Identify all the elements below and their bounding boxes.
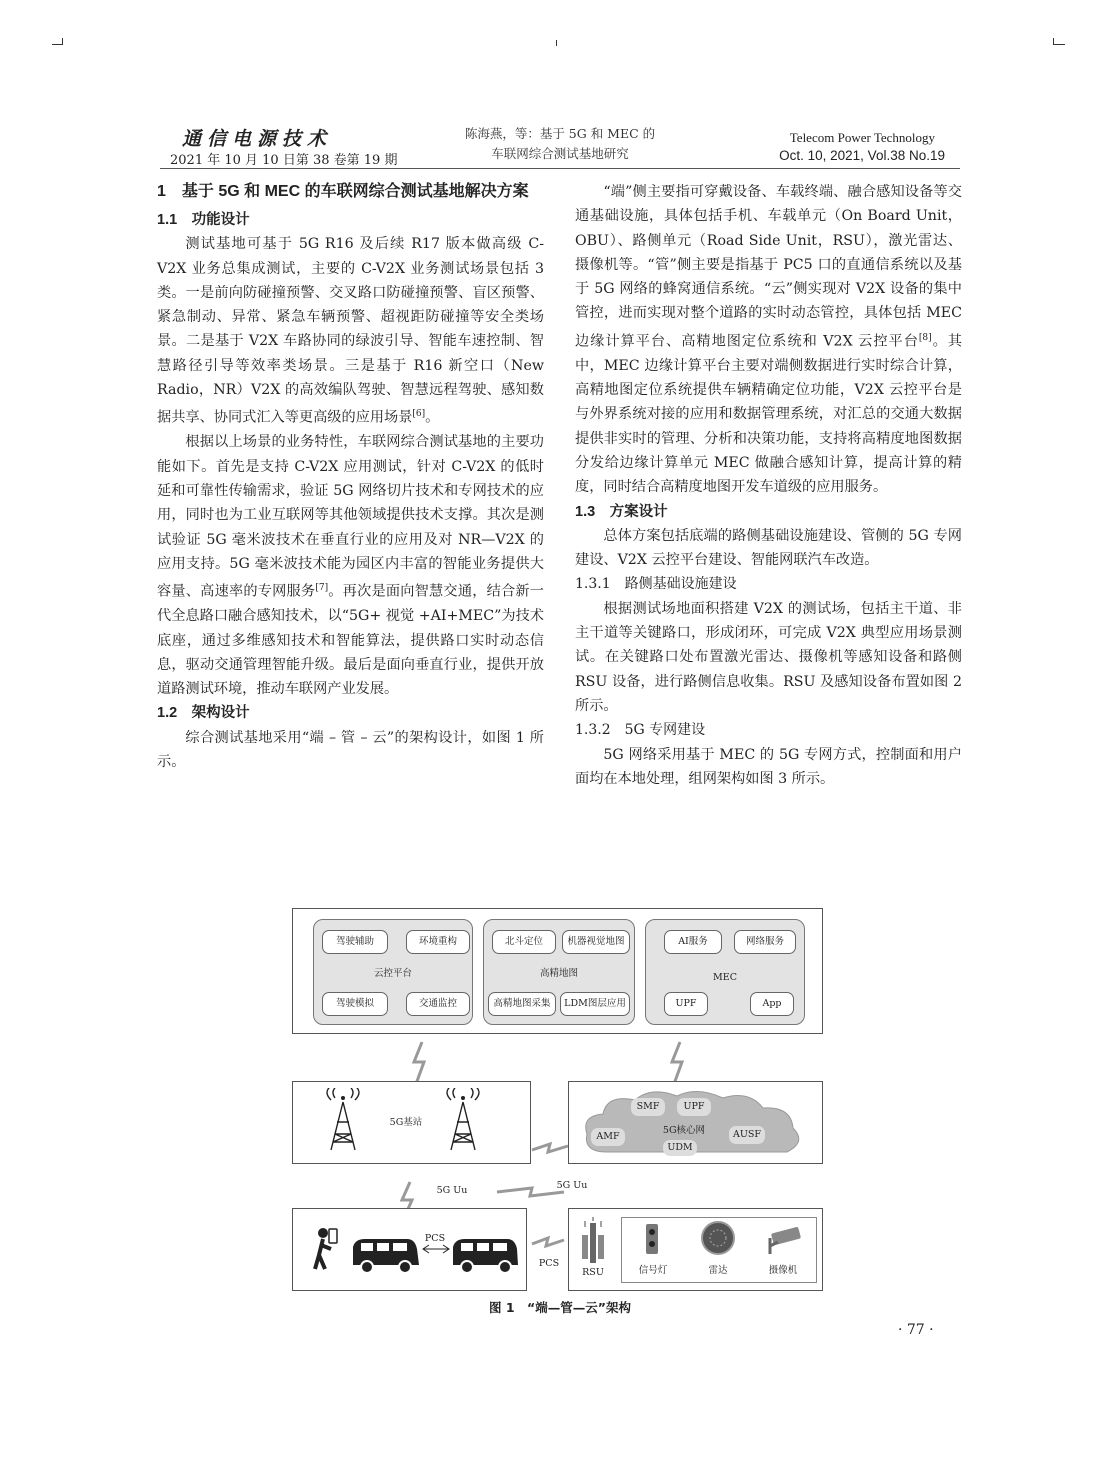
running-title-line1: 陈海燕，等：基于 5G 和 MEC 的 (464, 126, 656, 141)
traffic-light-icon (642, 1222, 662, 1258)
paragraph-text: 。 (425, 410, 440, 427)
page-number: · 77 · (898, 1322, 934, 1338)
uu-label: 5G Uu (556, 1180, 588, 1191)
paragraph: 总体方案包括底端的路侧基础设施建设、管侧的 5G 专网建设、V2X 云控平台建设、智能网联汽车改造。 (575, 527, 962, 569)
paragraph (157, 232, 544, 430)
running-title (420, 124, 700, 164)
mec-label: MEC (713, 972, 737, 983)
core-network-panel (568, 1081, 823, 1164)
upf-core-chip: UPF (677, 1098, 711, 1116)
ausf-chip: AUSF (729, 1126, 765, 1144)
lightning-icon (532, 1144, 568, 1152)
core-network-label: 5G核心网 (662, 1125, 706, 1136)
section-heading-1-3: 1.3 方案设计 (575, 503, 668, 520)
journal-title-en: Telecom Power Technology (789, 130, 935, 145)
app-chip: App (750, 992, 794, 1016)
citation[interactable]: [6] (412, 409, 426, 420)
rsu-label: RSU (582, 1267, 604, 1278)
traffic-monitor-chip: 交通监控 (406, 992, 470, 1016)
terminal-panel (292, 1208, 527, 1291)
paragraph-text: 测试基地可基于 5G R16 及后续 R17 版本做高级 C-V2X 业务总集成测试，主要的 C-V2X 业务测试场景包括 3 类。一是前向防碰撞预警、交叉路口防碰撞预警、盲区预警、紧急制动、异常、紧急车辆预警、超视距防碰撞等安全类场景。二是基于 V2X 车路协同的绿波引导、智能车速控制、智慧路径引导等效率类场景。三是基于 R16 新空口（New Radio，NR）V2X 的高效编队驾驶、智慧远程驾驶、感知数据共享、协同式汇入等更高级的应用场景 (157, 236, 544, 427)
pcs-label: PCS (424, 1233, 446, 1244)
hd-map-collect-chip: 高精地图采集 (488, 992, 556, 1016)
udm-chip: UDM (663, 1140, 697, 1156)
citation[interactable]: [8] (918, 332, 932, 343)
lightning-icon (414, 1042, 424, 1084)
issue-date-cn: 2021 年 10 月 10 日第 38 卷第 19 期 (170, 153, 398, 168)
sensor-box (621, 1217, 817, 1283)
mec-group (645, 919, 805, 1025)
lightning-icon (532, 1238, 564, 1246)
vehicles-icon (303, 1219, 518, 1279)
amf-chip: AMF (591, 1128, 625, 1146)
paragraph (575, 180, 962, 500)
right-column (575, 180, 962, 791)
camera-icon (764, 1226, 804, 1256)
base-station-label: 5G基站 (389, 1117, 423, 1128)
paragraph-text: 。其中，MEC 边缘计算平台主要对端侧数据进行实时综合计算，高精地图定位系统提供车辆精确定位功能，V2X 云控平台是与外界系统对接的应用和数据管理系统，对汇总的交通大数据提供非实时的管理、分析和决策功能，支持将高精度地图数据分发给边缘计算单元 MEC 做融合感知计算，提高计算的精度，同时结合高精度地图开发车道级的应用服务。 (575, 333, 962, 496)
crop-mark (1053, 44, 1065, 45)
paragraph: 5G 网络采用基于 MEC 的 5G 专网方式，控制面和用户面均在本地处理，组网架构如图 3 所示。 (575, 746, 962, 787)
section-heading-1-3-2: 1.3.2 5G 专网建设 (575, 722, 706, 739)
crop-mark (1053, 38, 1054, 45)
camera-label: 摄像机 (768, 1265, 798, 1276)
crop-mark (52, 44, 62, 45)
vision-map-chip: 机器视觉地图 (562, 930, 630, 954)
pcs-label: PCS (538, 1258, 560, 1269)
roadside-panel (568, 1208, 823, 1291)
header-rule (160, 168, 960, 169)
section-heading-1-3-1: 1.3.1 路侧基础设施建设 (575, 576, 737, 593)
figure-caption: 图 1 “端—管—云”架构 (489, 1300, 631, 1315)
ai-service-chip: AI服务 (664, 930, 722, 954)
rsu-icon (579, 1217, 609, 1267)
base-station-panel (292, 1081, 531, 1164)
beidou-chip: 北斗定位 (492, 930, 556, 954)
paragraph (157, 430, 544, 701)
radar-label: 雷达 (708, 1265, 728, 1276)
hd-map-label: 高精地图 (539, 968, 578, 979)
paragraph-text: 根据以上场景的业务特性，车联网综合测试基地的主要功能如下。首先是支持 C-V2X 应用测试，针对 C-V2X 的低时延和可靠性传输需求，验证 5G 网络切片技术和专网技术的应用，同时也为工业互联网等其他领域提供技术支撑。其次是测试验证 5G 毫米波技术在垂直行业的应用及对 NR—V2X 的应用支持。5G 毫米波技术能为园区内丰富的智能业务提供大容量、高速率的专网服务 (157, 434, 544, 600)
section-heading-1-2: 1.2 架构设计 (157, 705, 250, 722)
upf-chip: UPF (664, 992, 708, 1016)
left-column (157, 180, 544, 774)
cloud-platform-group (313, 919, 473, 1025)
paragraph-text: “端”侧主要指可穿戴设备、车载终端、融合感知设备等交通基础设施，具体包括手机、车载单元（On Board Unit，OBU）、路侧单元（Road Side Unit，RSU），激光雷达、摄像机等。“管”侧主要是指基于 PC5 口的直通信系统以及基于 5G 网络的蜂窝通信系统。“云”侧实现对 V2X 设备的集中管控，进而实现对整个道路的实时动态管控，具体包括 MEC 边缘计算平台、高精地图定位系统和 V2X 云控平台 (575, 184, 962, 350)
radar-icon (700, 1220, 736, 1256)
cloud-platform-label: 云控平台 (373, 968, 412, 979)
crop-mark (62, 38, 63, 45)
lightning-icon (672, 1042, 682, 1084)
running-title-line2: 车联网综合测试基地研究 (491, 146, 629, 161)
journal-title-cn: 通信电源技术 (182, 128, 333, 150)
section-heading-1: 1 基于 5G 和 MEC 的车联网综合测试基地解决方案 (157, 183, 529, 200)
uu-label: 5G Uu (436, 1185, 468, 1196)
traffic-light-label: 信号灯 (638, 1265, 668, 1276)
citation[interactable]: [7] (315, 583, 329, 594)
section-heading-1-1: 1.1 功能设计 (157, 212, 250, 228)
paragraph: 根据测试场地面积搭建 V2X 的测试场，包括主干道、非主干道等关键路口，形成闭环，可完成 V2X 典型应用场景测试。在关键路口处布置激光雷达、摄像机等感知设备和路侧 RSU 设备，进行路侧信息收集。RSU 及感知设备布置如图 2 所示。 (575, 600, 962, 714)
paragraph-text: 。再次是面向智慧交通，结合新一代全息路口融合感知技术，以“5G+ 视觉 +AI+MEC”为技术底座，通过多维感知技术和智能算法，提供路口实时动态信息，驱动交通管理智能升级。最后是面向垂直行业，提供开放道路测试环境，推动车联网产业发展。 (157, 583, 544, 698)
driving-sim-chip: 驾驶模拟 (322, 992, 388, 1016)
environment-rebuild-chip: 环境重构 (406, 930, 470, 954)
driving-assist-chip: 驾驶辅助 (322, 930, 388, 954)
ldm-chip: LDM图层应用 (560, 992, 630, 1016)
smf-chip: SMF (631, 1098, 665, 1116)
figure-architecture (292, 908, 824, 1293)
hd-map-group (483, 919, 635, 1025)
cloud-layer-panel (292, 908, 823, 1034)
network-service-chip: 网络服务 (734, 930, 796, 954)
issue-date-en: Oct. 10, 2021, Vol.38 No.19 (779, 148, 945, 163)
paragraph: 综合测试基地采用“端 – 管 – 云”的架构设计，如图 1 所示。 (157, 729, 544, 770)
crop-mark (556, 40, 557, 46)
